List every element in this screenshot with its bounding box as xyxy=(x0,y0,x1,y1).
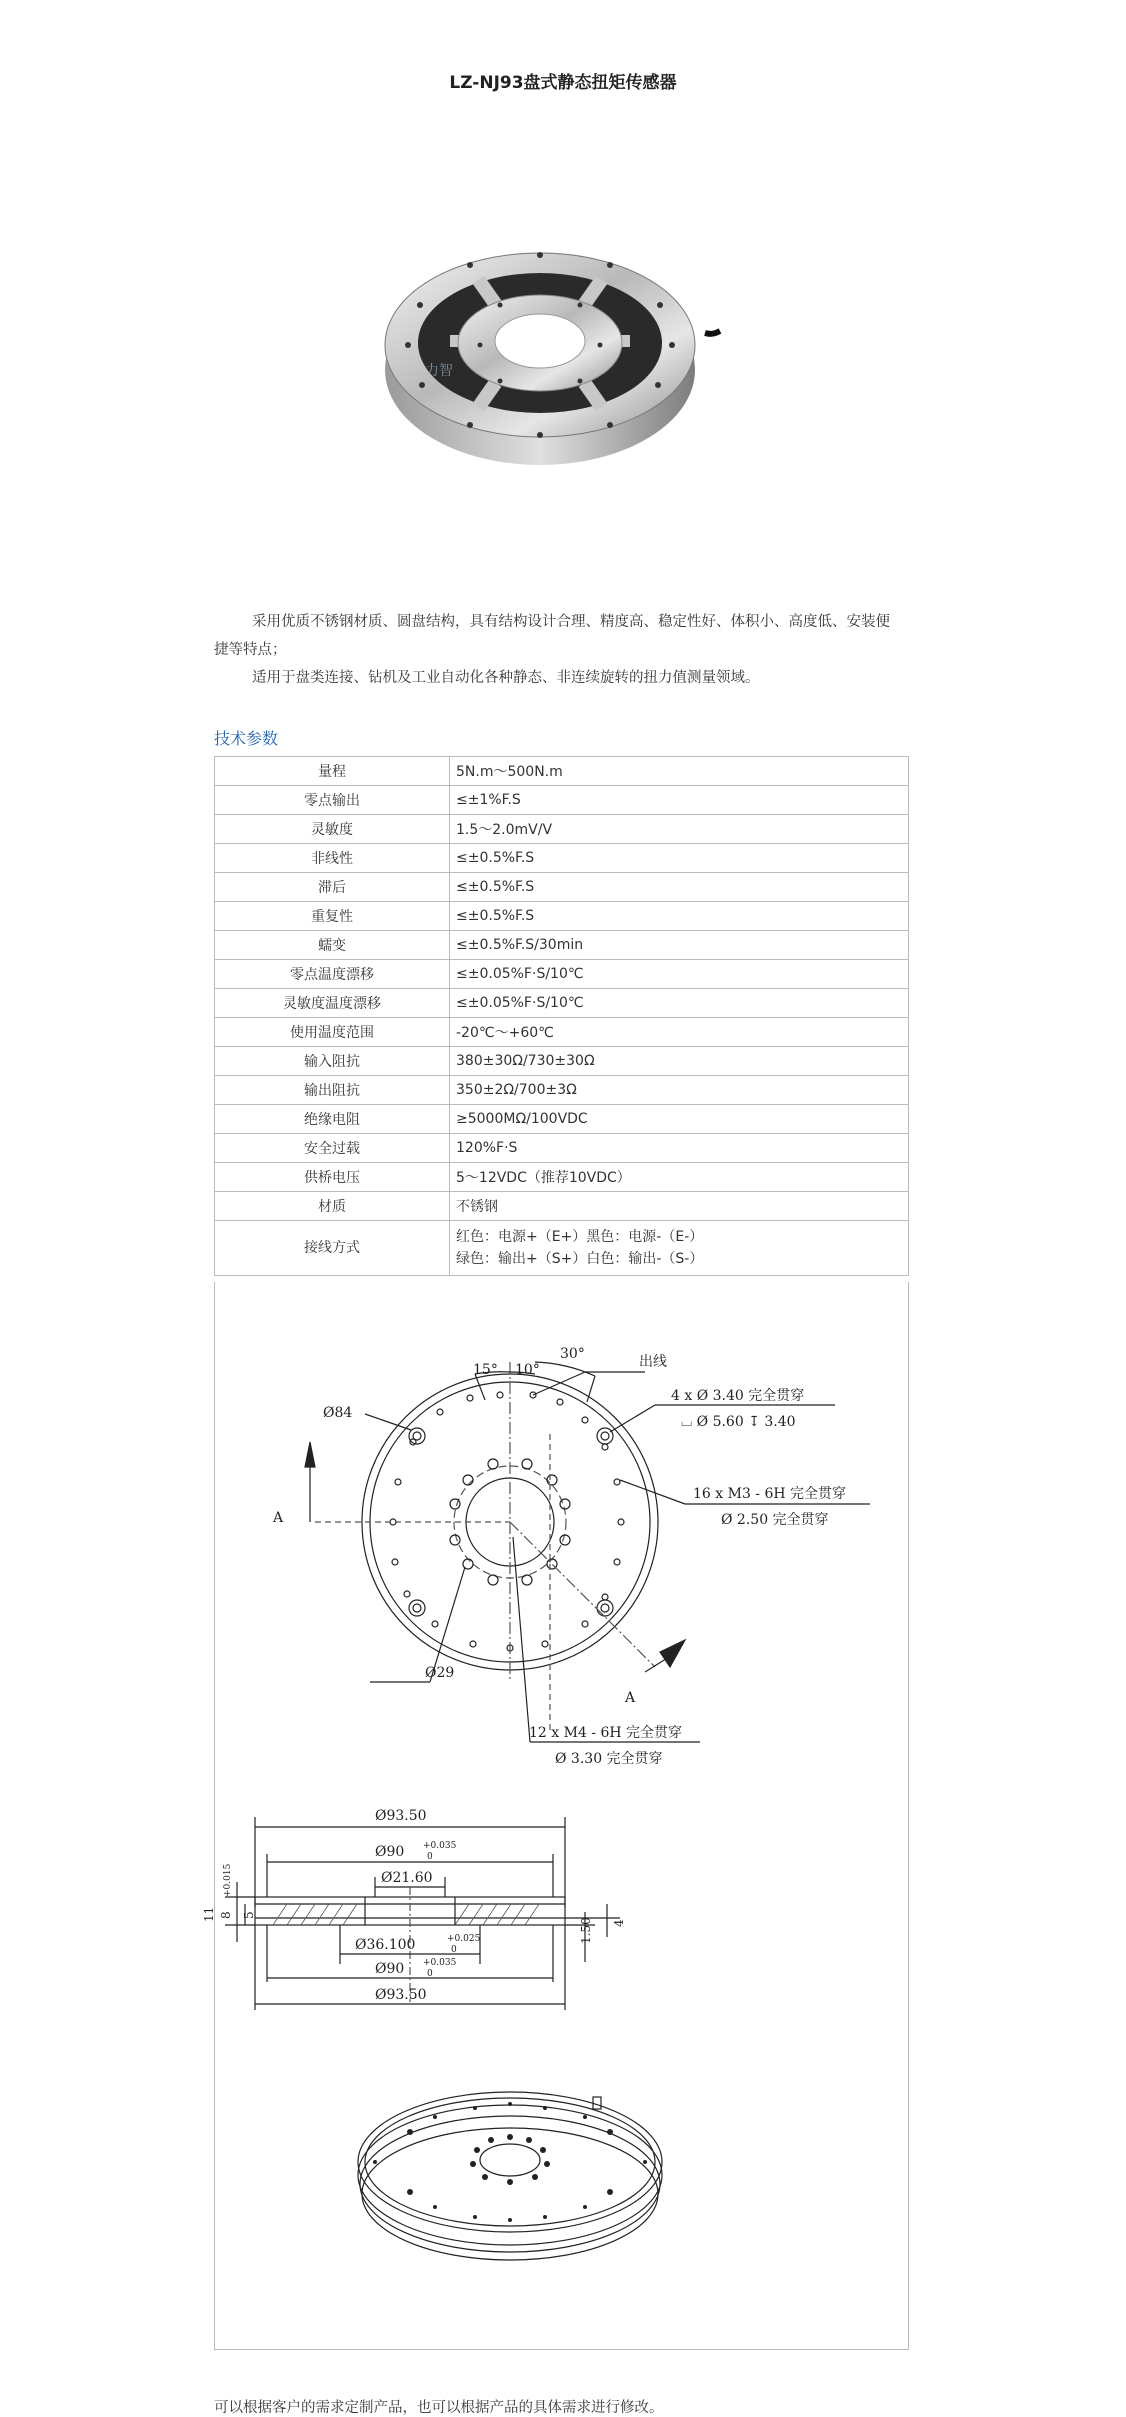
table-row xyxy=(215,757,909,786)
footer-text: 可以根据客户的需求定制产品，也可以根据产品的具体需求进行修改。 xyxy=(214,2400,664,2416)
spec-value: 5～12VDC（推荐10VDC） xyxy=(450,1163,909,1192)
product-description xyxy=(214,608,894,692)
spec-value: 5N.m～500N.m xyxy=(450,757,909,786)
table-row xyxy=(215,1105,909,1134)
d36-tol-upper: +0.025 xyxy=(447,1934,481,1944)
isometric-view xyxy=(358,2092,662,2260)
spec-name: 蠕变 xyxy=(215,931,450,960)
spec-name: 零点输出 xyxy=(215,786,450,815)
d84-label: Ø84 xyxy=(323,1405,353,1421)
d90-top-tol-upper: +0.035 xyxy=(423,1841,457,1851)
description-paragraph: 适用于盘类连接、钻机及工业自动化各种静态、非连续旋转的扭力值测量领域。 xyxy=(252,670,760,686)
wire-green: 绿色：输出+（S+） xyxy=(456,1251,587,1267)
d93-bottom-label: Ø93.50 xyxy=(375,1987,427,2003)
callout-1-line1: 4 x Ø 3.40 完全贯穿 xyxy=(671,1388,805,1404)
spec-name: 量程 xyxy=(215,757,450,786)
spec-name: 灵敏度 xyxy=(215,815,450,844)
table-row xyxy=(215,1076,909,1105)
table-row xyxy=(215,815,909,844)
h11-label: 11 xyxy=(202,1906,216,1922)
d90-bottom-label: Ø90 xyxy=(375,1961,405,1977)
h8-label: 8 xyxy=(219,1911,233,1919)
spec-name: 材质 xyxy=(215,1192,450,1221)
description-paragraph: 采用优质不锈钢材质、圆盘结构，具有结构设计合理、精度高、稳定性好、体积小、高度低、安装便捷等特点； xyxy=(214,614,890,658)
table-row xyxy=(215,844,909,873)
h8-tol: +0.015 xyxy=(223,1863,233,1897)
spec-name: 输出阻抗 xyxy=(215,1076,450,1105)
outlet-label: 出线 xyxy=(639,1354,667,1370)
spec-name: 接线方式 xyxy=(215,1221,450,1276)
spec-value: ≥5000MΩ/100VDC xyxy=(450,1105,909,1134)
callout-3-line1: 12 x M4 - 6H 完全贯穿 xyxy=(529,1725,683,1741)
spec-name: 灵敏度温度漂移 xyxy=(215,989,450,1018)
callout-2-line1: 16 x M3 - 6H 完全贯穿 xyxy=(693,1486,847,1502)
table-row xyxy=(215,1018,909,1047)
wire-red: 红色：电源+（E+） xyxy=(456,1229,587,1245)
h5-label: 5 xyxy=(242,1911,256,1919)
angle-15-label: 15° xyxy=(473,1362,498,1378)
d36-tol-lower: 0 xyxy=(451,1945,457,1955)
table-row xyxy=(215,873,909,902)
product-photo xyxy=(360,185,720,505)
table-row xyxy=(215,786,909,815)
spec-value: ≤±0.05%F·S/10℃ xyxy=(450,989,909,1018)
technical-drawing xyxy=(202,1282,909,2350)
spec-name: 使用温度范围 xyxy=(215,1018,450,1047)
spec-name: 滞后 xyxy=(215,873,450,902)
table-row xyxy=(215,1047,909,1076)
d90-top-label: Ø90 xyxy=(375,1844,405,1860)
spec-value: 1.5～2.0mV/V xyxy=(450,815,909,844)
spec-name: 安全过载 xyxy=(215,1134,450,1163)
spec-value: 380±30Ω/730±30Ω xyxy=(450,1047,909,1076)
spec-value: ≤±0.5%F.S xyxy=(450,844,909,873)
d90-bottom-tol-upper: +0.035 xyxy=(423,1958,457,1968)
wire-black: 黑色：电源-（E-） xyxy=(586,1229,704,1245)
angle-10-label: 10° xyxy=(515,1362,540,1378)
spec-name: 重复性 xyxy=(215,902,450,931)
d90-top-tol-lower: 0 xyxy=(427,1852,433,1862)
h150-label: 1.50 xyxy=(579,1917,593,1944)
wire-white: 白色：输出-（S-） xyxy=(586,1251,704,1267)
section-a-right: A xyxy=(625,1690,636,1706)
table-row xyxy=(215,960,909,989)
angle-30-label: 30° xyxy=(560,1346,585,1362)
spec-value: 不锈钢 xyxy=(450,1192,909,1221)
spec-name: 绝缘电阻 xyxy=(215,1105,450,1134)
table-row xyxy=(215,1134,909,1163)
d29-label: Ø29 xyxy=(425,1665,455,1681)
spec-name: 零点温度漂移 xyxy=(215,960,450,989)
spec-value: ≤±0.5%F.S/30min xyxy=(450,931,909,960)
spec-value: ≤±0.5%F.S xyxy=(450,873,909,902)
photo-watermark: 力智 xyxy=(425,363,453,379)
spec-table xyxy=(214,756,909,1276)
spec-name: 非线性 xyxy=(215,844,450,873)
section-title: 技术参数 xyxy=(214,729,279,748)
d93-top-label: Ø93.50 xyxy=(375,1808,427,1824)
spec-value: 120%F·S xyxy=(450,1134,909,1163)
d36-label: Ø36.100 xyxy=(355,1937,416,1953)
table-row xyxy=(215,989,909,1018)
spec-value: 350±2Ω/700±3Ω xyxy=(450,1076,909,1105)
wiring-value xyxy=(450,1221,909,1276)
d90-bottom-tol-lower: 0 xyxy=(427,1969,433,1979)
spec-value: ≤±1%F.S xyxy=(450,786,909,815)
spec-value: -20℃～+60℃ xyxy=(450,1018,909,1047)
table-row xyxy=(215,1163,909,1192)
section-a-left: A xyxy=(273,1510,284,1526)
spec-name: 输入阻抗 xyxy=(215,1047,450,1076)
callout-3-line2: Ø 3.30 完全贯穿 xyxy=(555,1751,663,1767)
table-row xyxy=(215,931,909,960)
drawing-svg xyxy=(202,1282,910,2348)
page-title: LZ-NJ93盘式静态扭矩传感器 xyxy=(449,73,677,93)
d21-label: Ø21.60 xyxy=(381,1870,433,1886)
table-row xyxy=(215,902,909,931)
h4-label: 4 xyxy=(612,1919,626,1927)
callout-2-line2: Ø 2.50 完全贯穿 xyxy=(721,1512,829,1528)
table-row xyxy=(215,1221,909,1276)
callout-1-line2: ⌴ Ø 5.60 ↧ 3.40 xyxy=(681,1414,796,1430)
spec-value: ≤±0.05%F·S/10℃ xyxy=(450,960,909,989)
spec-name: 供桥电压 xyxy=(215,1163,450,1192)
spec-value: ≤±0.5%F.S xyxy=(450,902,909,931)
table-row xyxy=(215,1192,909,1221)
